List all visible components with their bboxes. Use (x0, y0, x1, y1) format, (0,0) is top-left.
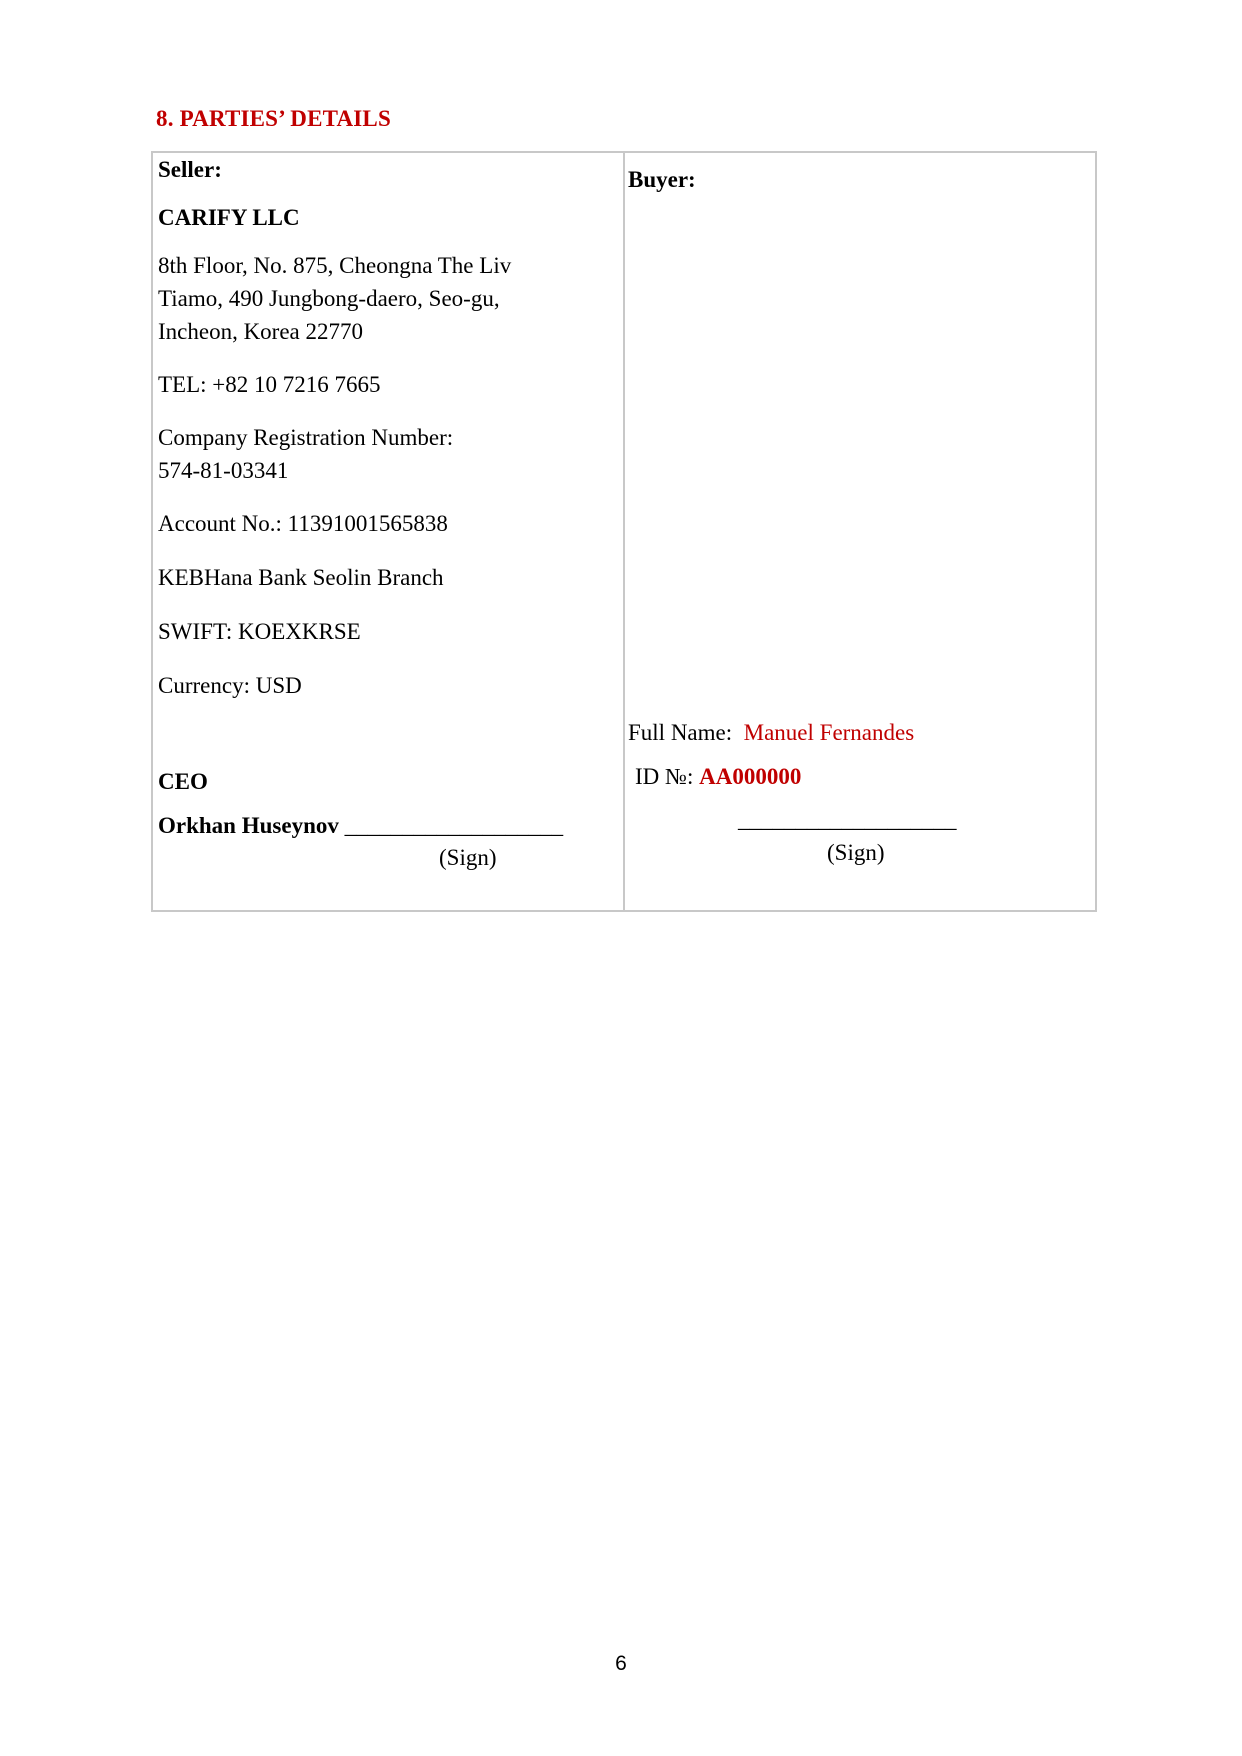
seller-signature-line (158, 809, 563, 842)
seller-address-line-3: Incheon, Korea 22770 (158, 319, 364, 344)
seller-registration-label: Company Registration Number: (158, 425, 454, 450)
buyer-sign-label: (Sign) (827, 840, 885, 865)
seller-sign-label: (Sign) (439, 845, 497, 870)
buyer-full-name-label: Full Name: (628, 720, 733, 745)
parties-table (151, 151, 1097, 912)
seller-address-line-2: Tiamo, 490 Jungbong-daero, Seo-gu, (158, 286, 500, 311)
seller-label: Seller: (158, 157, 222, 182)
seller-sign-underscore: ___________________ (344, 813, 564, 838)
seller-tel: TEL: +82 10 7216 7665 (158, 372, 381, 397)
buyer-sign-underscore: ___________________ (738, 807, 957, 832)
buyer-full-name-row (628, 716, 914, 749)
seller-title: CEO (158, 769, 208, 794)
seller-bank: KEBHana Bank Seolin Branch (158, 565, 444, 590)
seller-registration-number: 574-81-03341 (158, 458, 289, 483)
buyer-label: Buyer: (628, 167, 696, 192)
buyer-id-row (635, 760, 801, 793)
section-heading: 8. PARTIES’ DETAILS (156, 106, 391, 131)
seller-currency: Currency: USD (158, 673, 302, 698)
seller-swift: SWIFT: KOEXKRSE (158, 619, 361, 644)
buyer-id-value: AA000000 (699, 764, 802, 789)
seller-company: CARIFY LLC (158, 205, 300, 230)
page-number: 6 (615, 1652, 627, 1675)
seller-signatory: Orkhan Huseynov (158, 813, 339, 838)
buyer-full-name-value: Manuel Fernandes (743, 720, 915, 745)
buyer-id-label: ID №: (635, 764, 694, 789)
seller-account: Account No.: 11391001565838 (158, 511, 448, 536)
seller-address-line-1: 8th Floor, No. 875, Cheongna The Liv (158, 253, 512, 278)
column-divider (623, 153, 625, 910)
